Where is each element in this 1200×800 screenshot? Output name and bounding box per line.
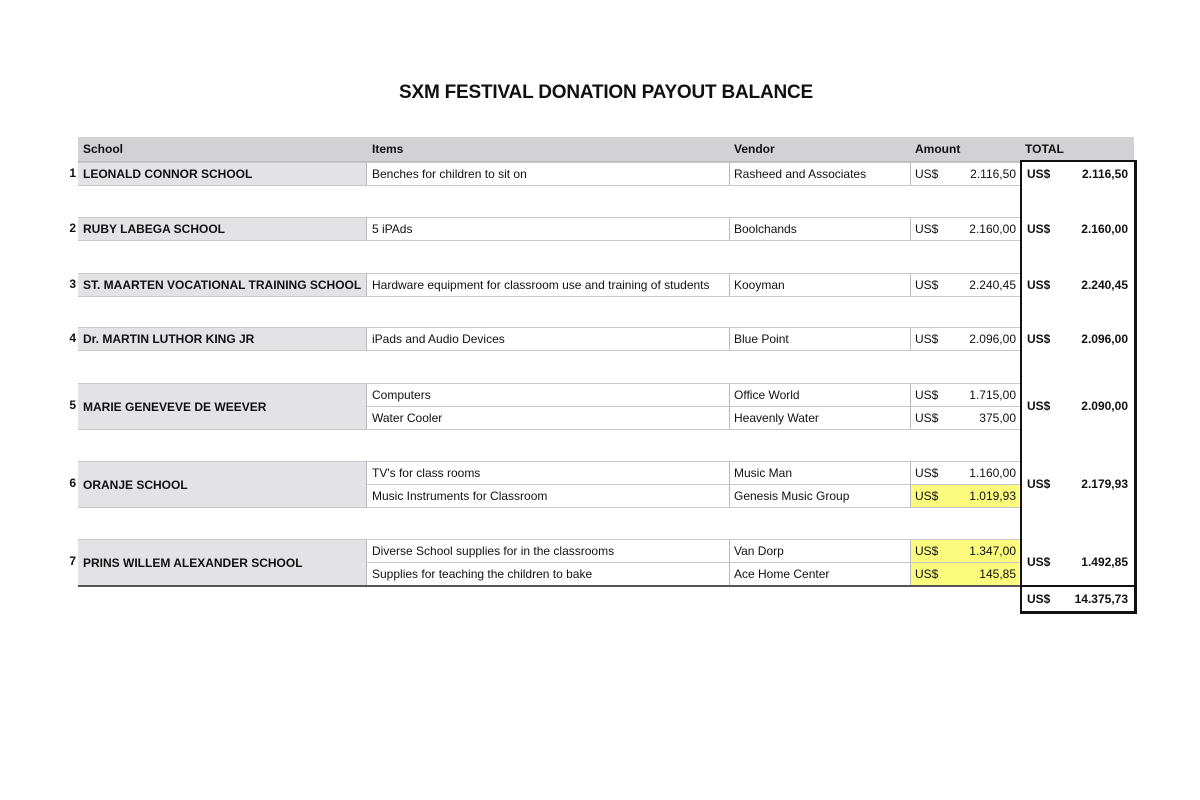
school-name-cell — [78, 539, 366, 586]
amount-value: 2.096,00 — [969, 332, 1016, 346]
header-vendor: Vendor — [734, 142, 775, 156]
grand-total — [1022, 588, 1132, 610]
amount-cell — [911, 563, 1019, 585]
school-name: ORANJE SCHOOL — [83, 477, 188, 492]
amount-currency: US$ — [915, 544, 939, 558]
grand-total-value: 14.375,73 — [1074, 592, 1128, 606]
amount-cell — [911, 218, 1019, 240]
table-header — [78, 137, 1134, 162]
total-column-box — [1020, 160, 1137, 614]
row-rule — [366, 185, 1020, 186]
amount-cell — [911, 163, 1019, 185]
item-description: TV's for class rooms — [372, 466, 481, 480]
school-name-cell — [78, 273, 366, 297]
vendor-name: Music Man — [734, 466, 793, 480]
school-name: LEONALD CONNOR SCHOOL — [83, 167, 253, 181]
page-title: SXM FESTIVAL DONATION PAYOUT BALANCE — [399, 82, 813, 103]
row-number: 1 — [69, 165, 76, 180]
school-name: MARIE GENEVEVE DE WEEVER — [83, 399, 267, 414]
grand-total-currency: US$ — [1027, 592, 1051, 606]
column-separator — [729, 327, 730, 351]
school-name: Dr. MARTIN LUTHOR KING JR — [83, 332, 255, 346]
row-number: 7 — [69, 554, 76, 568]
row-rule — [366, 429, 1020, 430]
amount-currency: US$ — [915, 489, 939, 503]
item-description: Diverse School supplies for in the classrooms — [372, 544, 615, 558]
school-total-value: 2.116,50 — [1081, 166, 1128, 181]
school-total-currency: US$ — [1027, 477, 1051, 491]
amount-cell — [911, 407, 1019, 429]
vendor-name: Blue Point — [734, 332, 789, 346]
row-rule — [366, 507, 1020, 508]
row-number: 3 — [69, 276, 76, 291]
row-rule — [366, 296, 1020, 297]
vendor-name: Heavenly Water — [734, 411, 819, 425]
school-total-currency: US$ — [1027, 399, 1051, 413]
vendor-name: Office World — [734, 388, 800, 402]
amount-value: 2.160,00 — [969, 222, 1016, 236]
school-total-currency: US$ — [1027, 221, 1051, 236]
item-description: Hardware equipment for classroom use and training of students — [372, 278, 710, 292]
item-description: Benches for children to sit on — [372, 167, 527, 181]
row-rule — [366, 350, 1020, 351]
school-name-cell — [78, 162, 366, 186]
column-separator — [366, 327, 367, 351]
school-total-value: 2.179,93 — [1081, 477, 1128, 491]
school-total-value: 2.096,00 — [1081, 331, 1128, 346]
school-name: RUBY LABEGA SCHOOL — [83, 222, 226, 236]
item-description: 5 iPAds — [372, 222, 413, 236]
amount-value: 1.160,00 — [969, 466, 1016, 480]
school-name-cell — [78, 383, 366, 430]
school-name: PRINS WILLEM ALEXANDER SCHOOL — [83, 555, 303, 570]
column-separator — [366, 217, 367, 241]
header-total: TOTAL — [1025, 142, 1064, 156]
amount-currency: US$ — [915, 466, 939, 480]
amount-value: 2.240,45 — [969, 278, 1016, 292]
row-number: 5 — [69, 398, 76, 412]
amount-cell — [911, 540, 1019, 562]
amount-currency: US$ — [915, 411, 939, 425]
column-separator — [729, 162, 730, 186]
item-description: iPads and Audio Devices — [372, 332, 505, 346]
school-total-currency: US$ — [1027, 166, 1051, 181]
school-name-cell — [78, 217, 366, 241]
column-separator — [729, 217, 730, 241]
vendor-name: Boolchands — [734, 222, 797, 236]
school-total-value: 2.090,00 — [1081, 399, 1128, 413]
header-amount: Amount — [915, 142, 961, 156]
amount-currency: US$ — [915, 167, 939, 181]
row-number: 6 — [69, 476, 76, 490]
amount-cell — [911, 462, 1019, 484]
row-number: 2 — [69, 220, 76, 235]
vendor-name: Ace Home Center — [734, 567, 830, 581]
row-rule — [366, 240, 1020, 241]
school-name: ST. MAARTEN VOCATIONAL TRAINING SCHOOL — [83, 278, 362, 292]
amount-currency: US$ — [915, 278, 939, 292]
amount-value: 375,00 — [979, 411, 1016, 425]
item-description: Music Instruments for Classroom — [372, 489, 548, 503]
item-description: Water Cooler — [372, 411, 443, 425]
amount-cell — [911, 384, 1019, 406]
school-total-currency: US$ — [1027, 277, 1051, 292]
table-bottom-rule — [78, 585, 1020, 587]
amount-value: 1.347,00 — [969, 544, 1016, 558]
amount-cell — [911, 274, 1019, 296]
school-total-value: 2.160,00 — [1081, 221, 1128, 236]
vendor-name: Rasheed and Associates — [734, 167, 867, 181]
item-description: Computers — [372, 388, 431, 402]
amount-currency: US$ — [915, 388, 939, 402]
item-description: Supplies for teaching the children to bake — [372, 567, 593, 581]
school-name-cell — [78, 327, 366, 351]
school-total-value: 1.492,85 — [1081, 555, 1128, 569]
amount-cell — [911, 485, 1019, 507]
amount-value: 1.019,93 — [969, 489, 1016, 503]
amount-currency: US$ — [915, 222, 939, 236]
column-separator — [366, 273, 367, 297]
row-number: 4 — [69, 330, 76, 345]
amount-currency: US$ — [915, 332, 939, 346]
header-items: Items — [372, 142, 404, 156]
column-separator — [729, 273, 730, 297]
column-separator — [366, 162, 367, 186]
amount-value: 1.715,00 — [969, 388, 1016, 402]
amount-cell — [911, 328, 1019, 350]
amount-value: 145,85 — [979, 567, 1016, 581]
vendor-name: Kooyman — [734, 278, 785, 292]
school-total-currency: US$ — [1027, 331, 1051, 346]
amount-value: 2.116,50 — [970, 167, 1016, 181]
school-total-currency: US$ — [1027, 555, 1051, 569]
amount-currency: US$ — [915, 567, 939, 581]
school-name-cell — [78, 461, 366, 508]
header-school: School — [83, 142, 124, 156]
vendor-name: Genesis Music Group — [734, 489, 850, 503]
school-total-value: 2.240,45 — [1081, 277, 1128, 292]
grand-total-divider — [1020, 585, 1134, 587]
vendor-name: Van Dorp — [734, 544, 784, 558]
